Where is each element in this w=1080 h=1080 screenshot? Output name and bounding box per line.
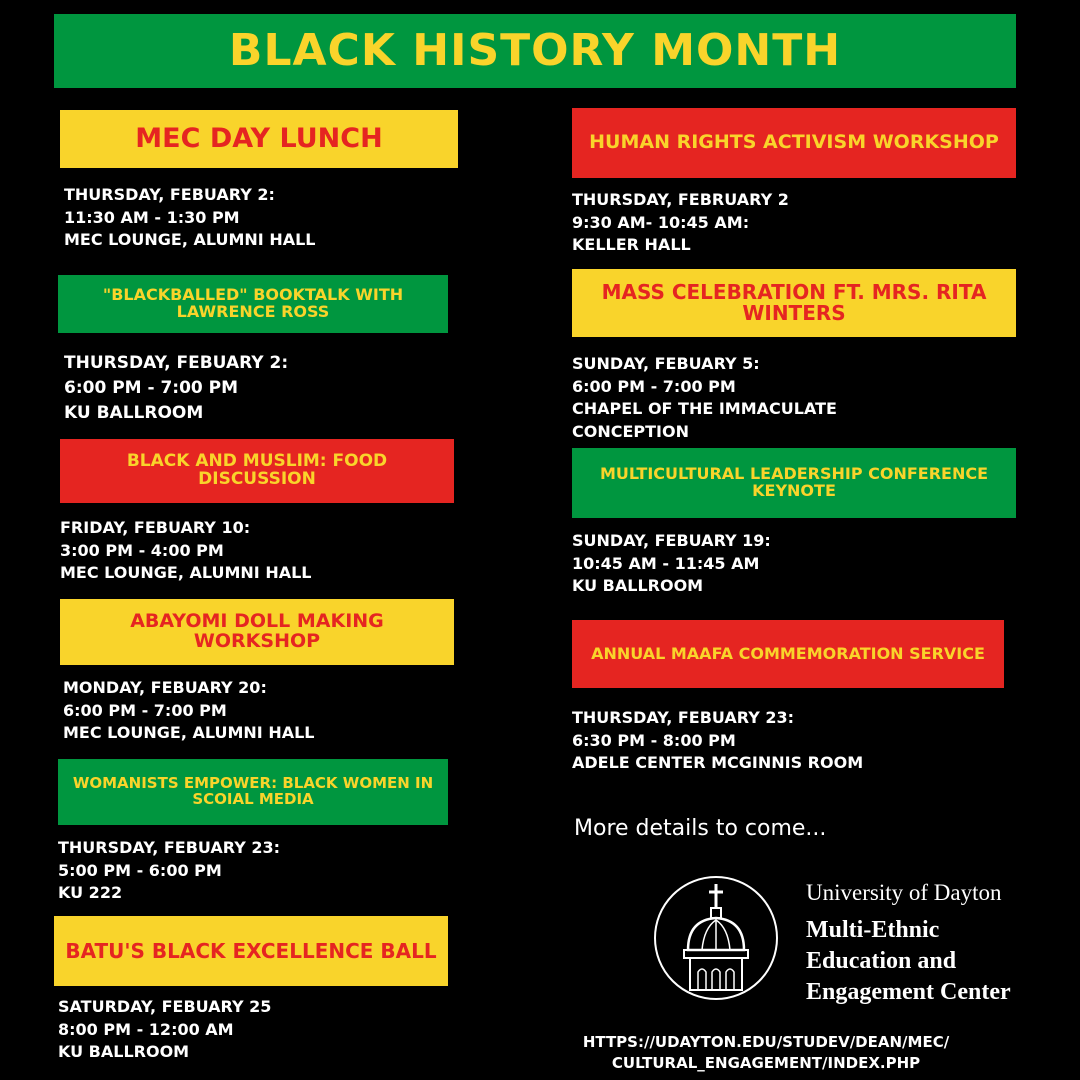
event-location: KU BALLROOM [64, 403, 204, 423]
event-title-batu-black-excellence-ball: BATU'S BLACK EXCELLENCE BALL [54, 916, 448, 986]
event-location-continued: CONCEPTION [572, 421, 689, 441]
event-date: SUNDAY, FEBUARY 19: [572, 531, 771, 550]
event-title-multicultural-leadership: MULTICULTURAL LEADERSHIP CONFERENCE KEYNOTE [572, 448, 1016, 518]
event-date: SUNDAY, FEBUARY 5: [572, 354, 760, 373]
event-time: 6:30 PM - 8:00 PM [572, 730, 736, 750]
event-title-annual-maafa: ANNUAL MAAFA COMMEMORATION SERVICE [572, 620, 1004, 688]
event-date: FRIDAY, FEBUARY 10: [60, 518, 251, 537]
event-date: THURSDAY, FEBUARY 23: [58, 838, 281, 857]
event-title-womanists-empower: WOMANISTS EMPOWER: BLACK WOMEN IN SCOIAL MEDIA [58, 759, 448, 825]
event-location: MEC LOUNGE, ALUMNI HALL [63, 723, 315, 742]
event-time: 6:00 PM - 7:00 PM [572, 376, 736, 396]
event-location: CHAPEL OF THE IMMACULATE [572, 399, 837, 418]
event-details-abayomi-doll-making [63, 677, 314, 745]
event-title-human-rights-workshop: HUMAN RIGHTS ACTIVISM WORKSHOP [572, 108, 1016, 178]
event-details-blackballed-booktalk [64, 351, 288, 426]
event-title-abayomi-doll-making: ABAYOMI DOLL MAKING WORKSHOP [60, 599, 454, 665]
event-time: 6:00 PM - 7:00 PM [64, 378, 239, 398]
event-location: KU BALLROOM [572, 576, 704, 595]
event-title-black-and-muslim: BLACK AND MUSLIM: FOOD DISCUSSION [60, 439, 454, 503]
event-location: KU BALLROOM [58, 1042, 190, 1061]
event-title-mass-celebration: MASS CELEBRATION FT. MRS. RITA WINTERS [572, 269, 1016, 337]
event-date: THURSDAY, FEBUARY 23: [572, 708, 795, 727]
url-line: CULTURAL_ENGAGEMENT/INDEX.PHP [611, 1054, 921, 1072]
event-time: 6:00 PM - 7:00 PM [63, 700, 227, 720]
event-date: SATURDAY, FEBUARY 25 [58, 997, 272, 1016]
event-location: KELLER HALL [572, 235, 691, 254]
event-details-multicultural-leadership [572, 530, 771, 598]
event-details-black-and-muslim [60, 517, 311, 585]
event-date: THURSDAY, FEBUARY 2: [64, 353, 289, 373]
website-url [490, 1032, 1042, 1074]
event-details-annual-maafa [572, 707, 863, 775]
event-details-batu-black-excellence-ball [58, 996, 271, 1064]
center-name-line: Multi-Ethnic [806, 917, 940, 943]
center-name-line: Engagement Center [806, 979, 1011, 1005]
event-time: 3:00 PM - 4:00 PM [60, 540, 224, 560]
event-details-human-rights-workshop [572, 189, 789, 257]
chapel-dome-logo-icon [654, 876, 778, 1000]
event-title-blackballed-booktalk: "BLACKBALLED" BOOKTALK WITH LAWRENCE ROSS [58, 275, 448, 333]
page-title: BLACK HISTORY MONTH [54, 14, 1016, 88]
event-location: MEC LOUNGE, ALUMNI HALL [60, 563, 312, 582]
event-location: ADELE CENTER MCGINNIS ROOM [572, 753, 864, 772]
more-details-note: More details to come... [574, 816, 827, 841]
center-name [806, 915, 1011, 1008]
event-title-mec-day-lunch: MEC DAY LUNCH [60, 110, 458, 168]
event-details-mass-celebration [572, 353, 837, 443]
center-name-line: Education and [806, 948, 957, 974]
event-date: THURSDAY, FEBRUARY 2 [572, 190, 789, 209]
event-time: 8:00 PM - 12:00 AM [58, 1019, 234, 1039]
event-location: KU 222 [58, 883, 123, 902]
event-date: MONDAY, FEBUARY 20: [63, 678, 267, 697]
event-time: 11:30 AM - 1:30 PM [64, 207, 240, 227]
event-details-mec-day-lunch [64, 184, 315, 252]
url-line: HTTPS://UDAYTON.EDU/STUDEV/DEAN/MEC/ [582, 1033, 950, 1051]
event-time: 5:00 PM - 6:00 PM [58, 860, 222, 880]
event-details-womanists-empower [58, 837, 280, 905]
event-date: THURSDAY, FEBUARY 2: [64, 185, 275, 204]
event-time: 9:30 AM- 10:45 AM: [572, 212, 750, 232]
event-time: 10:45 AM - 11:45 AM [572, 553, 760, 573]
university-name: University of Dayton [806, 880, 1002, 905]
event-location: MEC LOUNGE, ALUMNI HALL [64, 230, 316, 249]
